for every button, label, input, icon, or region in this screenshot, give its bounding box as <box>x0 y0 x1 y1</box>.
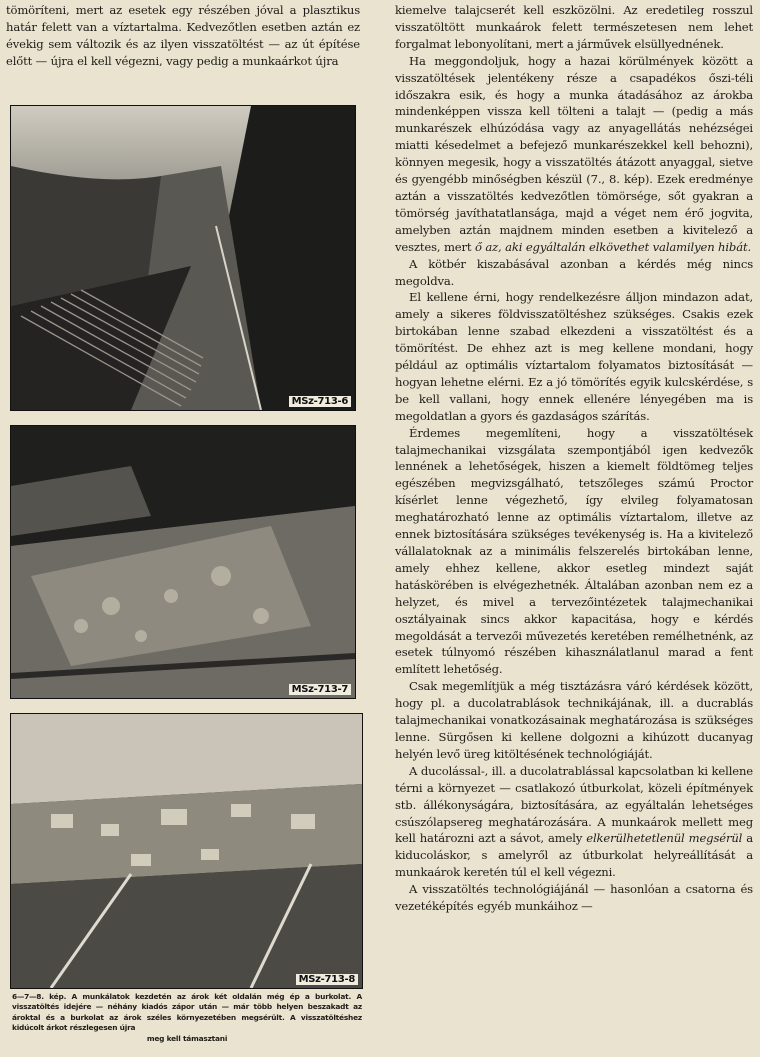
paragraph-4: El kellene érni, hogy rendelkezésre álljon mindazon adat, amely a sikeres földvisszatöltéshez szükséges. Csakis ezek birtokában lenne szabad elkezdeni a visszatöltést és a tömörítést. De ehhez azt is meg kellene mondani, hogy például az optimális víztartalom folyamatos biztosítását — hogyan lehetne elérni. Ez a jó tömörítés egyik kulcskérdése, s be kell vallani, hogy ennek ellenére lényegében ma is megoldatlan a gyors és gazdaságos szárítás. <box>395 290 753 423</box>
paragraph-1: kiemelve talajcserét kell eszközölni. Az eredetileg rosszul visszatöltött munkaárok felett természetesen nem lehet forgalmat lebonyolítani, mert a járművek elsüllyednének. <box>395 3 753 51</box>
caption-text: 6—7—8. kép. A munkálatok kezdetén az árok két oldalán még ép a burkolat. A visszatöltés idejére — néhány kiadós zápor után — már több helyen beszakadt az ároktal és a burkolat az árok széles környezetében megsérült. A visszatöltéshez kidúcolt árkot részlegesen újra <box>12 992 362 1033</box>
paragraph-7-text-b: a kiducoláskor, s amelyről az útburkolat helyreállítását a munkaárok keretén túl el kell végezni. <box>395 831 753 880</box>
photo-8-shored-trench <box>10 713 363 989</box>
photo-8-image <box>11 714 362 988</box>
left-column <box>6 2 360 70</box>
figure-caption <box>12 992 362 1044</box>
photo-7-code: MSz-713-7 <box>289 684 351 695</box>
right-column <box>395 2 753 915</box>
paragraph-7-emphasis: elkerülhetetlenül megsérül <box>586 831 743 846</box>
paragraph-6: Csak megemlítjük a még tisztázásra váró kérdések között, hogy pl. a ducolatrablások technikájának, ill. a ducrablás talajmechanikai vonatkozásainak meghatározása is szükséges lenne. Sürgősen ki kellene dolgozni a kihúzott ducanyag helyén levő üreg kitöltésének technológiáját. <box>395 679 753 761</box>
photo-6-trench-start <box>10 105 356 411</box>
paragraph-2-emphasis: ő az, aki egyáltalán elkövethet valamilyen hibát. <box>474 239 752 254</box>
left-paragraph: tömöríteni, mert az esetek egy részében jóval a plasztikus határ felett van a víztartalma. Kedvezőtlen esetben aztán ez évekig sem változik és az ilyen visszatöltést — az út építése előtt — újra el kell végezni, vagy pedig a munkaárkot újra <box>6 3 360 68</box>
paragraph-5: Érdemes megemlíteni, hogy a visszatöltések talajmechanikai vizsgálata szempontjából igen kedvezők lennének a lehetőségek, hiszen a kiemelt földtömeg teljes egészében megvizsgálható, tetszőleges számú Proctor kísérlet lenne végezhető, így elvileg folyamatosan meghatározható lenne az optimális víztartalom, illetve az ennek biztosítására szükséges tevékenység is. Ha a kivitelező vállalatoknak az a minimális felszerelés birtokában lenne, amely ehhez kellene, akkor esetleg mindezt saját hatáskörében is elvégezhetnék. Általában azonban nem ez a helyzet, és mivel a tervezőintézetek talajmechanikai osztályainak sincs akkor kapacitása, hogy e kérdés megoldását a tervezői művezetés keretében remélhetnénk, az esetek túlnyomó részében kihasználatlanul marad a fent említett lehetőség. <box>395 425 753 677</box>
paragraph-2 <box>395 53 753 256</box>
paragraph-3: A kötbér kiszabásával azonban a kérdés még nincs megoldva. <box>395 256 753 288</box>
photo-6-code: MSz-713-6 <box>289 396 351 407</box>
paragraph-7-text-a: A ducolással-, ill. a ducolatrablással kapcsolatban ki kellene térni a környezet — csatlakozó útburkolat, közeli építmények stb. állékonyságára, biztosítására, az egyáltalán lehetséges csúszólapsereg meghatározására. A munkaárok mellett meg kell határozni azt a sávot, amely <box>395 763 753 846</box>
photo-8-code: MSz-713-8 <box>296 974 358 985</box>
photo-6-image <box>11 106 355 410</box>
photo-7-image <box>11 426 355 698</box>
paragraph-7 <box>395 763 753 881</box>
caption-last-line: meg kell támasztani <box>146 1033 228 1043</box>
paragraph-2-text: Ha meggondoljuk, hogy a hazai körülmények között a visszatöltések jelentékeny része a csapadékos őszi-téli időszakra esik, és hogy a munka átadásához az árokba mindenképpen vissza kell tölteni a talajt — (pedig a más munkarészek elhúzódása vagy az anyagellátás nehézségei miatti késedelmet a befejező munkarészekkel kell behozni), könnyen megesik, hogy a visszatöltés átázott anyaggal, sietve és gyengébb minőségben készül (7., 8. kép). Ezek eredménye aztán a visszatöltés kedvezőtlen tömörsége, sőt gyakran a tömörség javíthatatlansága, majd a véget nem érő jogvita, amelyben aztán majdnem minden esetben a kivitelező a vesztes, mert <box>395 53 753 254</box>
paragraph-8: A visszatöltés technológiájánál — hasonlóan a csatorna és vezetéképítés egyéb munkáihoz — <box>395 882 753 914</box>
photo-7-collapsed-trench <box>10 425 356 699</box>
